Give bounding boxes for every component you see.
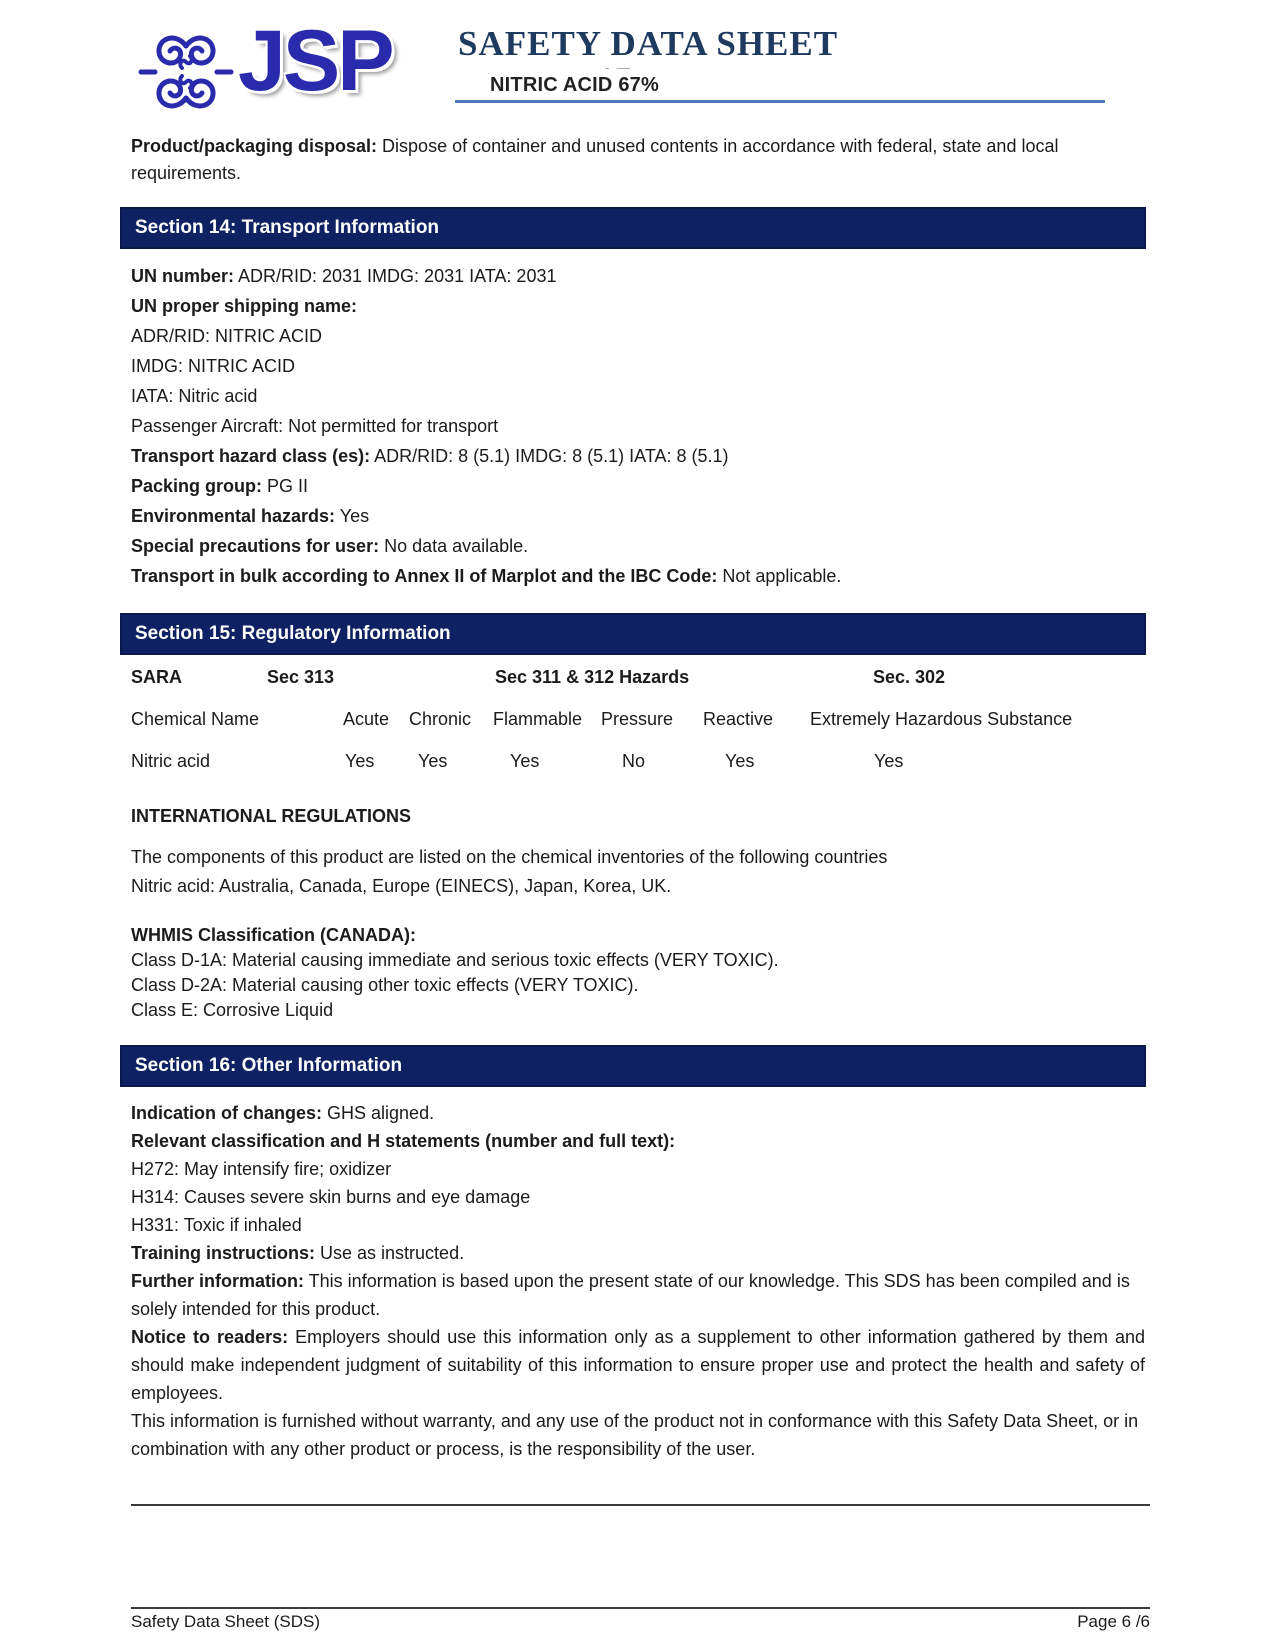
whmis-class-line: Class E: Corrosive Liquid (131, 1000, 334, 1020)
further-information-paragraph: Further information: This information is based upon the present state of our knowledge. This SDS has been compiled and is solely intended for this product. (131, 1271, 1130, 1319)
warranty-paragraph: This information is furnished without warranty, and any use of the product not in conformance with this Safety Data Sheet, or in combination with any other product or process, is the responsibility of the user. (131, 1411, 1139, 1459)
footer-document-label: Safety Data Sheet (SDS) (131, 1612, 320, 1631)
sara-header-row (131, 667, 1145, 709)
sds-line: H314: Causes severe skin burns and eye damage (131, 1187, 531, 1207)
document-title: SAFETY DATA SHEET (458, 24, 839, 63)
sds-line: Training instructions: Use as instructed. (131, 1243, 465, 1263)
international-regulations-title: INTERNATIONAL REGULATIONS (131, 806, 411, 826)
sds-line: Relevant classification and H statements (number and full text): (131, 1131, 676, 1151)
disposal-line: Product/packaging disposal: Dispose of container and unused contents in accordance with federal, state and local requirements. (131, 136, 1059, 183)
sds-line: H331: Toxic if inhaled (131, 1215, 302, 1235)
sara-label: SARA (131, 667, 183, 687)
section-14-content (131, 261, 1145, 591)
sds-line: Transport hazard class (es): ADR/RID: 8 (5.1) IMDG: 8 (5.1) IATA: 8 (5.1) (131, 446, 729, 466)
inventories-countries-line: Nitric acid: Australia, Canada, Europe (EINECS), Japan, Korea, UK. (131, 876, 672, 896)
product-name: NITRIC ACID 67% (490, 74, 659, 96)
footer-divider-bottom (131, 1607, 1150, 1609)
header-underline (455, 100, 1105, 103)
page-footer (131, 1612, 1150, 1632)
sec-313-header: Sec 313 (267, 667, 335, 687)
sara-table (131, 667, 1145, 793)
jsp-logo-text: JSP (238, 13, 392, 109)
sds-line: UN number: ADR/RID: 2031 IMDG: 2031 IATA: 2031 (131, 266, 557, 286)
section-15-title: Section 15: Regulatory Information (135, 623, 451, 644)
sec-311-312-header: Sec 311 & 312 Hazards (495, 667, 690, 687)
section-14-header-bar (120, 207, 1146, 249)
disposal-label: Product/packaging disposal: (131, 136, 378, 156)
section-16-title: Section 16: Other Information (135, 1055, 403, 1076)
document-body (131, 133, 1145, 1463)
sds-line: IATA: Nitric acid (131, 386, 258, 406)
sds-line: Indication of changes: GHS aligned. (131, 1103, 435, 1123)
whmis-title: WHMIS Classification (CANADA): (131, 925, 417, 945)
inventories-line: The components of this product are listed on the chemical inventories of the following countries (131, 847, 888, 867)
sds-line: UN proper shipping name: (131, 296, 358, 316)
section-15-header-bar (120, 613, 1146, 655)
sec-302-header: Sec. 302 (873, 667, 946, 687)
sds-line: Environmental hazards: Yes (131, 506, 370, 526)
sds-line: Special precautions for user: No data available. (131, 536, 529, 556)
whmis-class-line: Class D-1A: Material causing immediate and serious toxic effects (VERY TOXIC). (131, 950, 779, 970)
section-16-content (131, 1099, 1145, 1463)
whmis-class-line: Class D-2A: Material causing other toxic effects (VERY TOXIC). (131, 975, 639, 995)
sds-line: Passenger Aircraft: Not permitted for transport (131, 416, 499, 436)
section-14-title: Section 14: Transport Information (135, 217, 440, 238)
footer-page-number: Page 6 /6 (1077, 1612, 1150, 1631)
sds-line: Transport in bulk according to Annex II of Marplot and the IBC Code: Not applicable. (131, 566, 842, 586)
sara-column-row: Chemical Name Acute Chronic Flammable Pressure Reactive Extremely Hazardous Substance (131, 709, 1073, 729)
sds-line: Packing group: PG II (131, 476, 309, 496)
footer-divider-top (131, 1504, 1150, 1506)
notice-to-readers-paragraph: Notice to readers: Employers should use this information only as a supplement to other information gathered by them and should make independent judgment of suitability of this information to ensure proper use and protect the health and safety of employees. (131, 1327, 1145, 1403)
sara-value-row: Nitric acid Yes Yes Yes No Yes Yes (131, 751, 904, 771)
sds-line: IMDG: NITRIC ACID (131, 356, 296, 376)
title-dash-mark: - — (605, 60, 632, 75)
section-16-header-bar (120, 1045, 1146, 1087)
jsp-logo-icon (138, 20, 234, 125)
sds-line: H272: May intensify fire; oxidizer (131, 1159, 392, 1179)
sds-line: ADR/RID: NITRIC ACID (131, 326, 323, 346)
